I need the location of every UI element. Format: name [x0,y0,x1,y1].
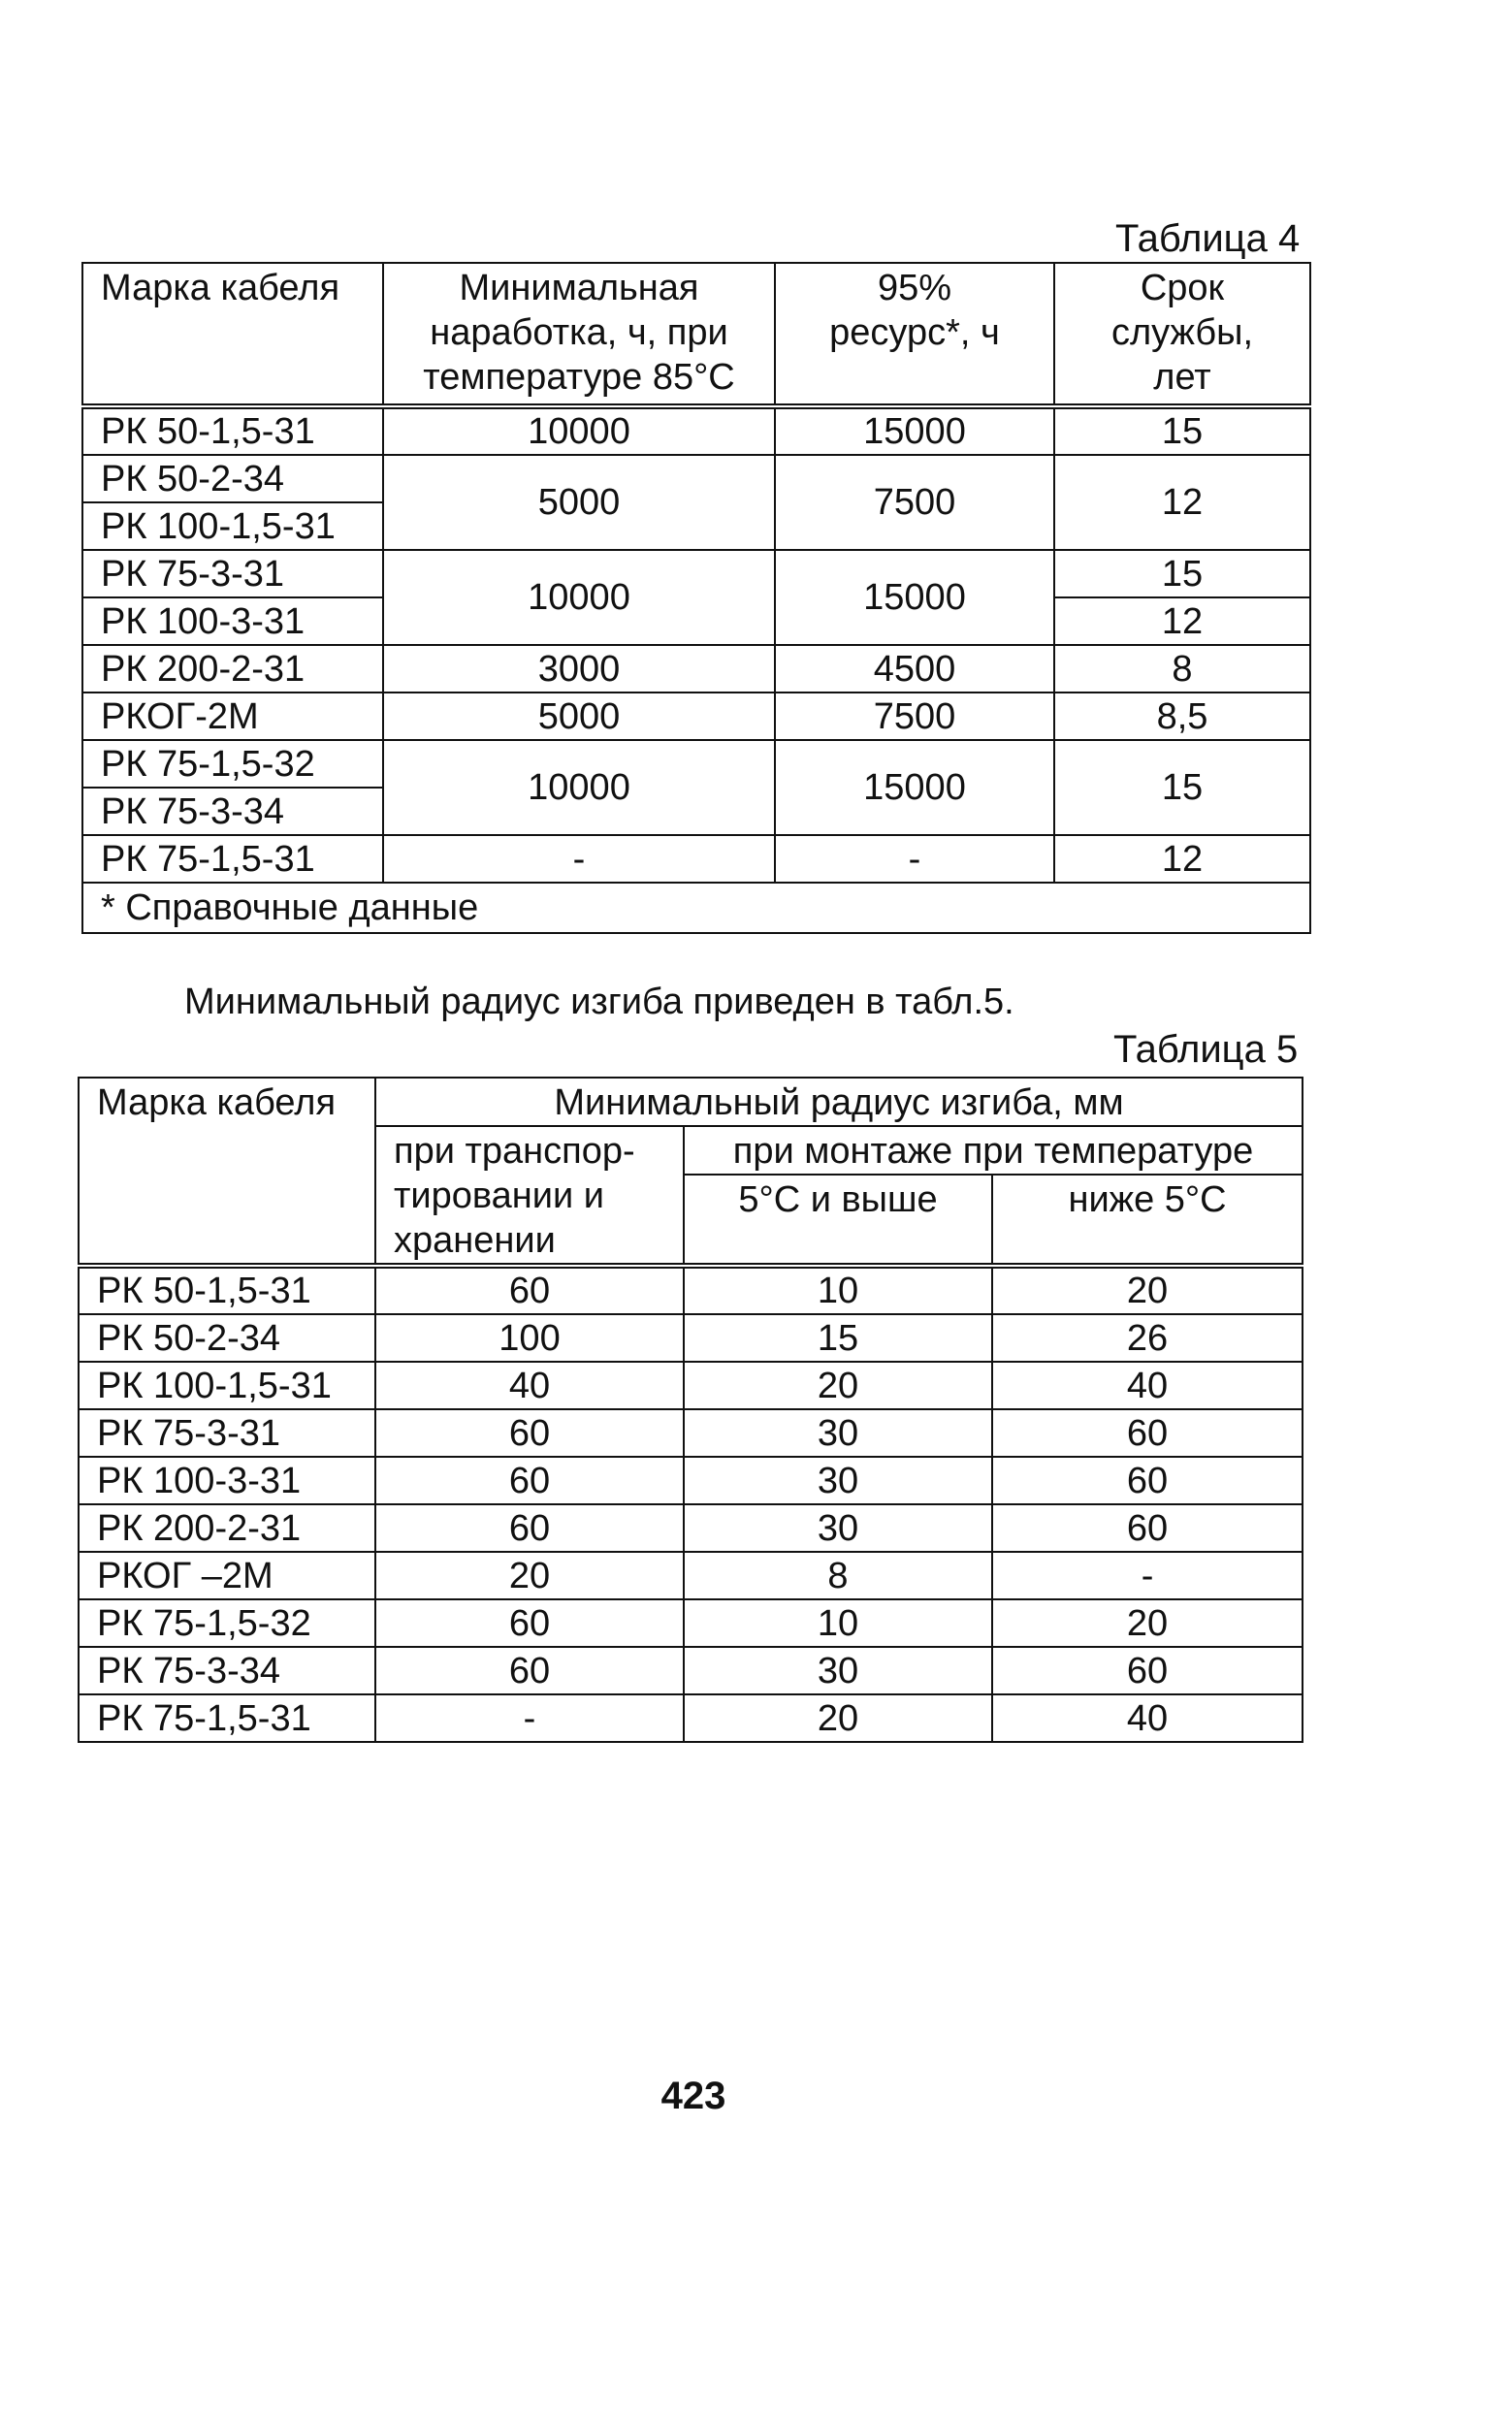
min-hours-cell: 10000 [383,740,775,835]
transport-radius-cell: - [375,1694,684,1742]
life-cell: 15 [1054,406,1310,455]
below5-radius-cell: 60 [992,1647,1303,1694]
above5-radius-cell: 10 [684,1266,992,1314]
cable-mark-cell: РК 50-1,5-31 [79,1266,375,1314]
below5-radius-cell: 60 [992,1457,1303,1504]
table-row [82,550,1310,597]
below5-radius-cell: 40 [992,1694,1303,1742]
cable-mark-cell: РКОГ –2М [79,1552,375,1599]
life-cell: 8,5 [1054,693,1310,740]
table5-header-group: Минимальный радиус изгиба, мм [375,1078,1303,1126]
cable-mark-cell: РК 200-2-31 [79,1504,375,1552]
table-row [79,1266,1303,1314]
transport-radius-cell: 20 [375,1552,684,1599]
above5-radius-cell: 30 [684,1457,992,1504]
table4-caption: Таблица 4 [1115,217,1301,260]
min-hours-cell: 10000 [383,550,775,645]
cable-mark-cell: РК 50-2-34 [79,1314,375,1362]
table-row [79,1457,1303,1504]
table-row [79,1647,1303,1694]
min-hours-cell: 5000 [383,693,775,740]
table-row [82,406,1310,455]
cable-mark-cell: РК 75-3-31 [79,1409,375,1457]
table-row [82,645,1310,693]
table-row [79,1314,1303,1362]
table-row [79,1362,1303,1409]
page-number: 423 [660,2075,726,2117]
below5-radius-cell: - [992,1552,1303,1599]
below5-radius-cell: 26 [992,1314,1303,1362]
above5-radius-cell: 10 [684,1599,992,1647]
cable-mark-cell: РК 75-3-31 [82,550,383,597]
above5-radius-cell: 15 [684,1314,992,1362]
table5-header-above5: 5°С и выше [684,1175,992,1266]
transport-radius-cell: 60 [375,1647,684,1694]
above5-radius-cell: 30 [684,1409,992,1457]
table-row [79,1504,1303,1552]
cable-mark-cell: РК 75-1,5-31 [82,835,383,883]
above5-radius-cell: 20 [684,1694,992,1742]
cable-mark-cell: РК 100-1,5-31 [79,1362,375,1409]
table5-caption: Таблица 5 [1113,1028,1299,1071]
below5-radius-cell: 60 [992,1409,1303,1457]
above5-radius-cell: 20 [684,1362,992,1409]
transport-radius-cell: 60 [375,1266,684,1314]
min-hours-cell: 3000 [383,645,775,693]
transport-radius-cell: 60 [375,1457,684,1504]
below5-radius-cell: 20 [992,1599,1303,1647]
cable-mark-cell: РК 75-3-34 [79,1647,375,1694]
table4-footnote-row [82,883,1310,933]
transport-radius-cell: 100 [375,1314,684,1362]
table4-header-resource: 95% ресурс*, ч [775,263,1054,406]
table-row [79,1694,1303,1742]
table4-footnote: * Справочные данные [82,883,1310,933]
above5-radius-cell: 30 [684,1647,992,1694]
table-row [79,1552,1303,1599]
transport-radius-cell: 40 [375,1362,684,1409]
table4 [81,262,1311,934]
life-cell: 15 [1054,550,1310,597]
cable-mark-cell: РК 50-2-34 [82,455,383,502]
table4-header-mark: Марка кабеля [82,263,383,406]
table-row [82,835,1310,883]
cable-mark-cell: РК 100-3-31 [82,597,383,645]
table-row [79,1599,1303,1647]
cable-mark-cell: РК 200-2-31 [82,645,383,693]
cable-mark-cell: РКОГ-2М [82,693,383,740]
resource-cell: 15000 [775,740,1054,835]
cable-mark-cell: РК 50-1,5-31 [82,406,383,455]
life-cell: 8 [1054,645,1310,693]
life-cell: 12 [1054,455,1310,550]
resource-cell: 15000 [775,406,1054,455]
resource-cell: 7500 [775,455,1054,550]
above5-radius-cell: 30 [684,1504,992,1552]
life-cell: 12 [1054,835,1310,883]
resource-cell: 4500 [775,645,1054,693]
paragraph-text: Минимальный радиус изгиба приведен в табл.5. [184,982,1014,1022]
table-row [82,455,1310,502]
resource-cell: 7500 [775,693,1054,740]
below5-radius-cell: 60 [992,1504,1303,1552]
table-row [79,1409,1303,1457]
below5-radius-cell: 40 [992,1362,1303,1409]
min-hours-cell: - [383,835,775,883]
cable-mark-cell: РК 75-3-34 [82,788,383,835]
table-row [82,693,1310,740]
table5-header-mark: Марка кабеля [79,1078,375,1266]
transport-radius-cell: 60 [375,1409,684,1457]
table5-header-row [79,1078,1303,1126]
min-hours-cell: 10000 [383,406,775,455]
below5-radius-cell: 20 [992,1266,1303,1314]
life-cell: 15 [1054,740,1310,835]
cable-mark-cell: РК 100-1,5-31 [82,502,383,550]
resource-cell: - [775,835,1054,883]
min-hours-cell: 5000 [383,455,775,550]
table5-header-below5: ниже 5°С [992,1175,1303,1266]
table5-header-mount: при монтаже при температуре [684,1126,1303,1175]
cable-mark-cell: РК 75-1,5-31 [79,1694,375,1742]
table5 [78,1077,1303,1743]
table4-header-row [82,263,1310,406]
cable-mark-cell: РК 100-3-31 [79,1457,375,1504]
above5-radius-cell: 8 [684,1552,992,1599]
cable-mark-cell: РК 75-1,5-32 [82,740,383,788]
transport-radius-cell: 60 [375,1599,684,1647]
transport-radius-cell: 60 [375,1504,684,1552]
table4-header-life: Срок службы, лет [1054,263,1310,406]
table-row [82,740,1310,788]
cable-mark-cell: РК 75-1,5-32 [79,1599,375,1647]
resource-cell: 15000 [775,550,1054,645]
table5-header-transport: при транспор-тировании и хранении [375,1126,684,1266]
life-cell: 12 [1054,597,1310,645]
table4-header-min-hours: Минимальная наработка, ч, при температуре 85°С [383,263,775,406]
